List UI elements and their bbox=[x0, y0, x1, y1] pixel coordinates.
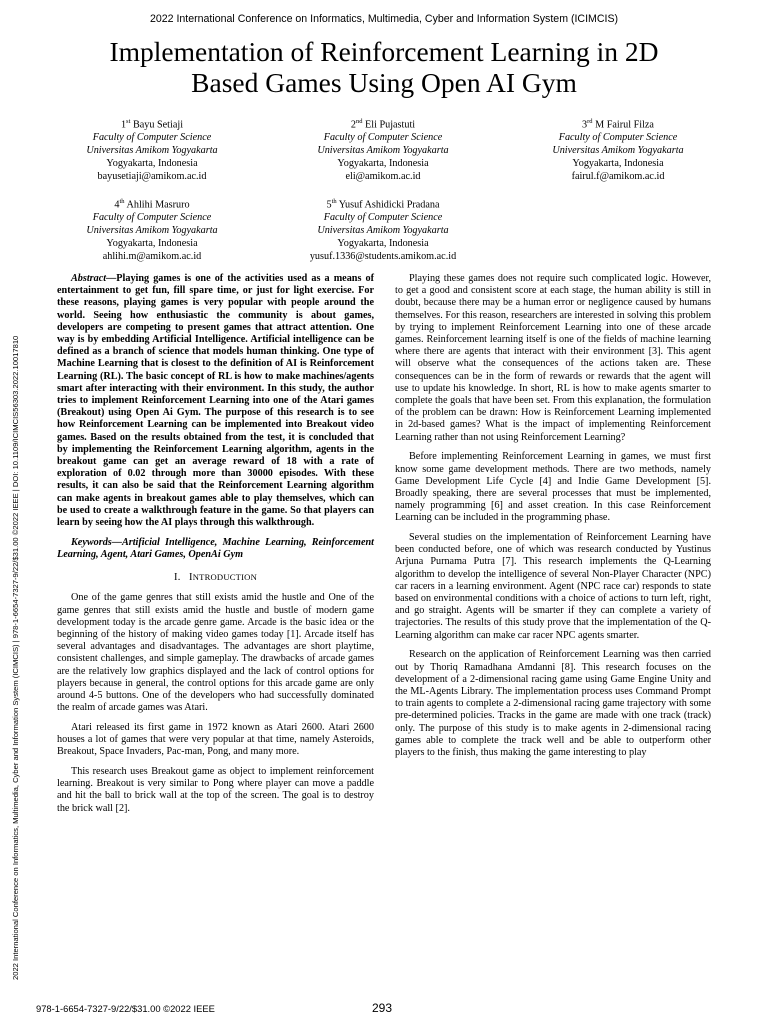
author-block-3 bbox=[503, 116, 733, 183]
title-line-2: Based Games Using Open AI Gym bbox=[191, 67, 577, 98]
abstract-lead: Abstract— bbox=[71, 273, 117, 284]
right-column bbox=[395, 273, 711, 767]
author-city: Yogyakarta, Indonesia bbox=[337, 157, 429, 169]
author-block-2 bbox=[268, 116, 498, 183]
author-email: bayusetiaji@amikom.ac.id bbox=[97, 170, 207, 182]
body-paragraph: Research on the application of Reinforcement Learning was then carried out by Thoriq Ramadhana Amdanni [8]. This research focuses on the development of a 2-dimensional racing game using Game Engine Unity and the ML-Agents Library. The implementation process uses Command Prompt to train agents to complete a 2-dimensional racing game trajectory with some pre-determined policies. Tracks in the game are made with one track (track) only. The purpose of this study is to make agents in 2-dimensional racing games able to complete the track well and be able to outperform other players to the finish, thus making the game interesting to play bbox=[395, 649, 711, 759]
author-name: 5th Yusuf Ashidicki Pradana bbox=[326, 198, 440, 211]
body-paragraph: Atari released its first game in 1972 known as Atari 2600. Atari 2600 houses a lot of games that were very popular at that time, namely Asteroids, Breakout, Space Invaders, Pac-man, Pong, and many more. bbox=[57, 721, 374, 758]
author-email: ahlihi.m@amikom.ac.id bbox=[102, 250, 202, 262]
author-faculty: Faculty of Computer Science bbox=[558, 132, 678, 144]
author-email: yusuf.1336@students.amikom.ac.id bbox=[309, 250, 457, 262]
author-name: 3rd M Fairul Filza bbox=[582, 118, 654, 131]
author-faculty: Faculty of Computer Science bbox=[323, 212, 443, 224]
author-university: Universitas Amikom Yogyakarta bbox=[317, 224, 449, 236]
author-name: 2nd Eli Pujastuti bbox=[350, 118, 416, 131]
title-line-1: Implementation of Reinforcement Learning in 2D bbox=[109, 36, 659, 67]
section-heading-introduction: I. INTRODUCTION bbox=[174, 572, 257, 584]
author-city: Yogyakarta, Indonesia bbox=[106, 157, 198, 169]
abstract-text: Playing games is one of the activities used as a means of entertainment to get fun, fill spare time, or just for light exercise. For these reasons, playing games is very popular with people around the world. Seeing how enthusiastic the community is about games, developers are competing to present games that attract attention. One way is by embedding Artificial Intelligence. Artificial intelligence can be defined as a branch of science that models human thinking. One type of Machine Learning that is closest to the definition of AI is Reinforcement Learning (RL). The basic concept of RL is how to make machines/agents smart after interacting with their environment. In this study, the author tries to implement Reinforcement Learning into one of the Atari games (Breakout) using Open Ai Gym. The purpose of this research is to see how Reinforcement Learning can be implemented into Breakout video games. Based on the results obtained from the test, it is concluded that by implementing the Reinforcement Learning algorithm, agents in the breakout game can get an average reward of 18 with a rate of exploration of 0.02 through more than 30000 episodes. With these results, it can also be said that the Reinforcement Learning algorithm can make agents in breakout games able to play themselves, which can be used to create a walkthrough feature in the game. So that players can learn by seeing how the AI plays through this walkthrough. bbox=[57, 273, 374, 529]
author-city: Yogyakarta, Indonesia bbox=[572, 157, 664, 169]
keywords bbox=[57, 537, 374, 561]
author-faculty: Faculty of Computer Science bbox=[92, 212, 212, 224]
paper-title bbox=[40, 36, 728, 98]
page-number: 293 bbox=[372, 1001, 393, 1015]
author-email: eli@amikom.ac.id bbox=[345, 170, 421, 182]
conference-header: 2022 International Conference on Informatics, Multimedia, Cyber and Information System (ICIMCIS) bbox=[149, 13, 619, 25]
author-block-5 bbox=[268, 196, 498, 263]
author-block-1 bbox=[37, 116, 267, 183]
author-name: 4th Ahlihi Masruro bbox=[114, 198, 190, 211]
author-email: fairul.f@amikom.ac.id bbox=[571, 170, 665, 182]
doi-side-strip: 2022 International Conference on Informatics, Multimedia, Cyber and Information System (ICIMCIS) | 978-1-6654-7327-9/22/$31.00 ©2022 IEEE | DOI: 10.1109/ICIMCIS56303.2022.10017810 bbox=[11, 335, 20, 980]
author-university: Universitas Amikom Yogyakarta bbox=[317, 144, 449, 156]
body-paragraph: One of the game genres that still exists amid the hustle and One of the game genres that still exists amid the hustle and bustle of modern game development today is the arcade genre game. Arcade is the basic idea or the beginning of the history of making video games today [1]. Arcade itself has several advantages and disadvantages. The advantages are short playtime, consistent challenges, and simple gameplay. The drawbacks of arcade games are the relatively low graphics displayed and the lack of control options for players because in general, the control options for this arcade game are only around 4-5 buttons. One of the developers who had successfully dominated the realm of arcade games was Atari. bbox=[57, 592, 374, 714]
author-faculty: Faculty of Computer Science bbox=[323, 132, 443, 144]
body-paragraph: Before implementing Reinforcement Learning in games, we must first know some game development methods. There are two methods, namely Game Development Life Cycle [4] and Indie Game Development [5]. Broadly speaking, there are several processes that must be implemented, namely programming [6] and asset creation. In this case Reinforcement Learning can be included in the programming phase. bbox=[395, 451, 711, 524]
author-university: Universitas Amikom Yogyakarta bbox=[552, 144, 684, 156]
footer-copyright: 978-1-6654-7327-9/22/$31.00 ©2022 IEEE bbox=[36, 1003, 215, 1014]
author-name: 1st Bayu Setiaji bbox=[120, 118, 184, 131]
body-paragraph: This research uses Breakout game as object to implement reinforcement learning. Breakout is very similar to Pong where player can move a paddle and hit the ball to brick wall at the top of the screen. The goal is to destroy the brick wall [2]. bbox=[57, 766, 374, 814]
author-university: Universitas Amikom Yogyakarta bbox=[86, 144, 218, 156]
left-column bbox=[57, 273, 374, 822]
author-block-4 bbox=[37, 196, 267, 263]
author-city: Yogyakarta, Indonesia bbox=[337, 237, 429, 249]
author-city: Yogyakarta, Indonesia bbox=[106, 237, 198, 249]
author-university: Universitas Amikom Yogyakarta bbox=[86, 224, 218, 236]
author-faculty: Faculty of Computer Science bbox=[92, 132, 212, 144]
body-paragraph: Several studies on the implementation of Reinforcement Learning have been conducted before, one of which was research conducted by Yustinus Arjuna Purnama Putra [7]. This research implements the Q-Learning algorithm to develop the intelligence of several Non-Player Character (NPC) car racers in a learning environment. Agent (NPC race car) responds to state based on environmental conditions with a choice of actions to turn left, right, and go straight. Agents will be smarter if they can complete a variety of trajectories. The results of this study prove that the implementation of the Q-Learning algorithm can make car racer NPC agents smarter. bbox=[395, 532, 711, 641]
abstract bbox=[57, 273, 374, 529]
body-paragraph: Playing these games does not require such complicated logic. However, to get a good and consistent score at each stage, the human ability is still in doubt, because there may be a human error or negligence caused by humans themselves. For this reason, researchers are interested in solving this problem by trying to implement Reinforcement Learning into one of these arcade games. Reinforcement learning itself is one of the fields of machine learning where there are agents that interact with their environment [3]. This agent will observe what the consequences of the actions taken are. These consequences can be in the form of rewards or rewards that the agent will use to update his knowledge. In short, RL is how to make agents smarter to complete the goals that have been set. From this explanation, the formulation of the problem can be drawn: How is Reinforcement Learning implemented in 2d-based games? What is the impact of implementing Reinforcement Learning rather than not using Reinforcement Learning? bbox=[395, 273, 711, 443]
keywords-text: Artificial Intelligence, Machine Learning, Reinforcement Learning, Agent, Atari Games, OpenAi Gym bbox=[57, 536, 374, 560]
keywords-lead: Keywords— bbox=[71, 536, 122, 548]
